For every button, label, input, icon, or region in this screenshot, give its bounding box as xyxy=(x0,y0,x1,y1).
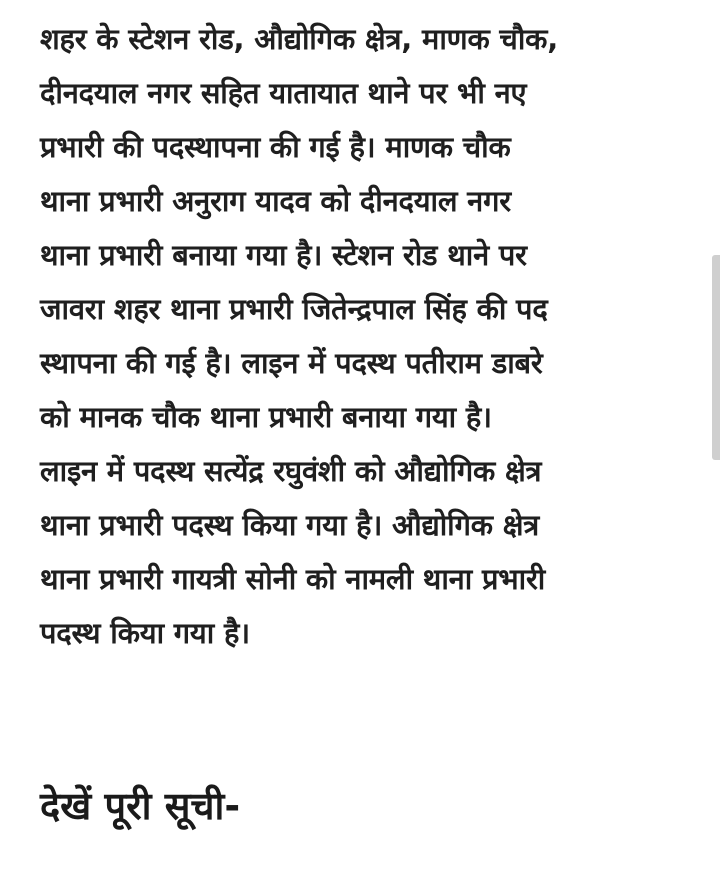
paragraph-line: शहर के स्टेशन रोड, औद्योगिक क्षेत्र, माणक चौक, xyxy=(40,22,559,56)
section-heading: देखें पूरी सूची- xyxy=(40,784,241,828)
paragraph-line: दीनदयाल नगर सहित यातायात थाने पर भी नए xyxy=(40,76,527,110)
paragraph-line: पदस्थ किया गया है। xyxy=(40,616,250,650)
paragraph-line: थाना प्रभारी गायत्री सोनी को नामली थाना प्रभारी xyxy=(40,562,546,596)
paragraph-line: प्रभारी की पदस्थापना की गई है। माणक चौक xyxy=(40,130,511,164)
article-paragraph xyxy=(40,12,690,660)
article-body xyxy=(40,12,690,660)
paragraph-line: जावरा शहर थाना प्रभारी जितेन्द्रपाल सिंह की पद xyxy=(40,292,548,326)
paragraph-line: लाइन में पदस्थ सत्येंद्र रघुवंशी को औद्योगिक क्षेत्र xyxy=(40,454,542,488)
paragraph-line: थाना प्रभारी बनाया गया है। स्टेशन रोड थाने पर xyxy=(40,238,527,272)
paragraph-line: थाना प्रभारी अनुराग यादव को दीनदयाल नगर xyxy=(40,184,511,218)
paragraph-line: थाना प्रभारी पदस्थ किया गया है। औद्योगिक क्षेत्र xyxy=(40,508,540,542)
paragraph-line: को मानक चौक थाना प्रभारी बनाया गया है। xyxy=(40,400,492,434)
scrollbar-thumb[interactable] xyxy=(712,255,720,460)
paragraph-line: स्थापना की गई है। लाइन में पदस्थ पतीराम डाबरे xyxy=(40,346,543,380)
